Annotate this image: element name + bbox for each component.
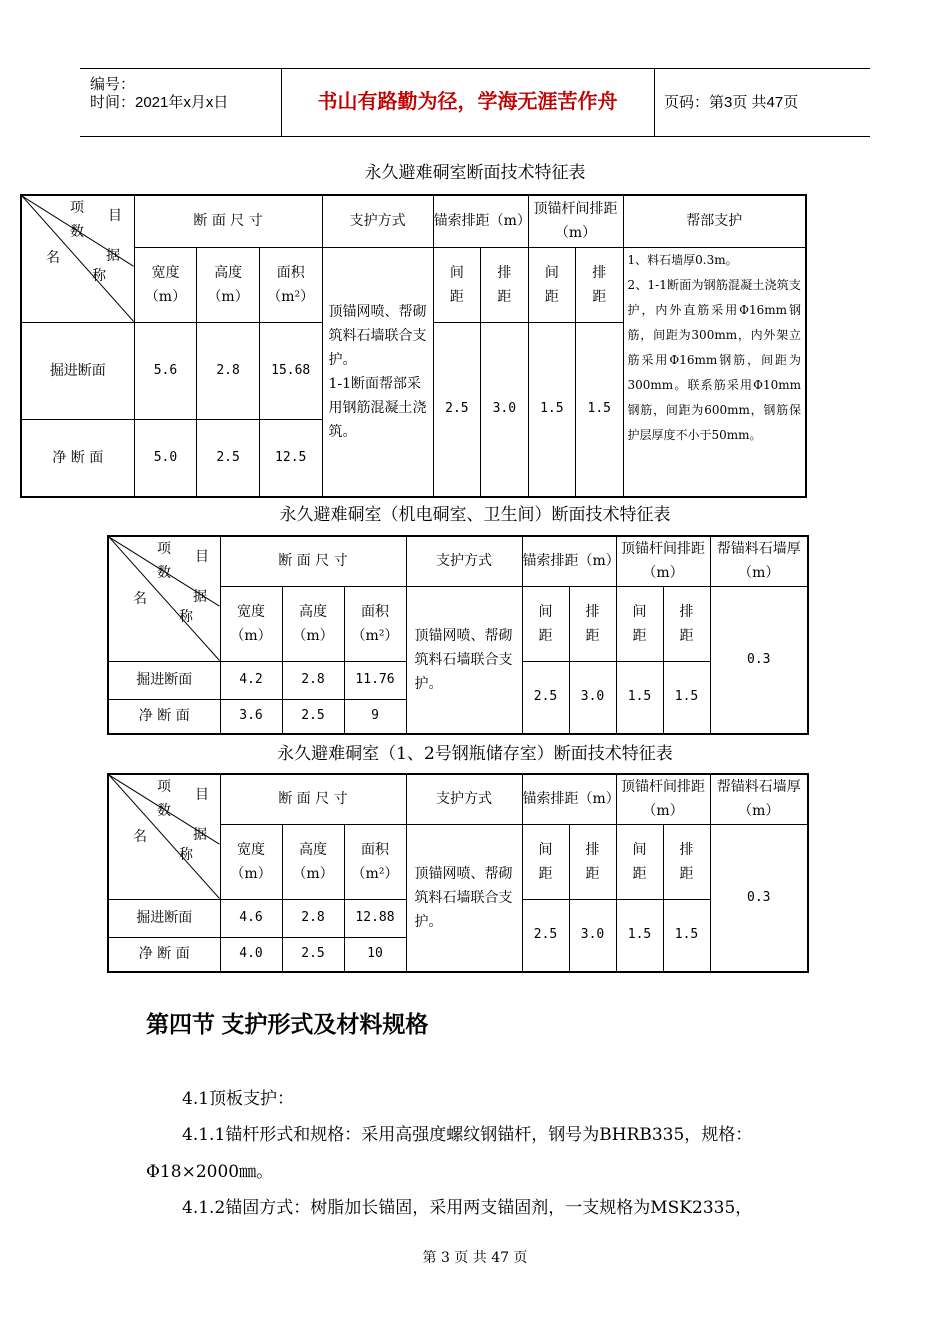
sub-height: 高度（m） (197, 247, 260, 322)
diag-text: 项 (157, 541, 171, 557)
header-bolt: 顶锚杆间排距（m） (616, 536, 710, 586)
row-name: 掘进断面 (108, 661, 220, 699)
row-height: 2.8 (197, 322, 260, 419)
header-left (80, 69, 282, 136)
diag-text: 目 (195, 549, 209, 565)
header-cable: 锚索排距（m） (433, 195, 528, 247)
header-bolt: 顶锚杆间排距（m） (616, 774, 710, 824)
sub-height: 高度（m） (282, 824, 344, 899)
diag-text: 数 (70, 224, 84, 240)
sub-width: 宽度（m） (134, 247, 197, 322)
row-name: 掘进断面 (108, 899, 220, 937)
header-support: 支护方式 (322, 195, 433, 247)
row-width: 4.0 (220, 937, 282, 972)
sub-row-spacing: 排距 (569, 586, 616, 661)
paragraph: 4.1顶板支护： (182, 1089, 295, 1109)
row-width: 4.6 (220, 899, 282, 937)
row-width: 4.2 (220, 661, 282, 699)
row-height: 2.5 (282, 937, 344, 972)
extra-text: 0.3 (710, 586, 808, 734)
diag-text: 项 (157, 779, 171, 795)
cable-row-spacing: 3.0 (569, 899, 616, 972)
row-height: 2.8 (282, 899, 344, 937)
row-width: 5.6 (134, 322, 197, 419)
row-area: 10 (344, 937, 406, 972)
row-name: 净 断 面 (108, 937, 220, 972)
diag-text: 名 (133, 829, 147, 845)
row-area: 11.76 (344, 661, 406, 699)
sub-row-spacing: 排距 (576, 247, 623, 322)
page-label: 页码：第3页 共47页 (664, 94, 799, 111)
sub-area: 面积（m²） (259, 247, 322, 322)
bolt-spacing: 1.5 (528, 322, 575, 497)
header-section: 断 面 尺 寸 (220, 536, 406, 586)
row-name: 净 断 面 (108, 699, 220, 734)
sub-spacing: 间距 (616, 824, 663, 899)
table-title: 永久避难硐室断面技术特征表 (364, 163, 586, 183)
diag-text: 称 (179, 609, 193, 625)
section-heading: 第四节 支护形式及材料规格 (146, 1011, 429, 1037)
diag-text: 数 (157, 803, 171, 819)
support-text: 顶锚网喷、帮砌筑料石墙联合支护。 (406, 586, 522, 734)
row-height: 2.5 (197, 419, 260, 497)
diag-text: 项 (70, 200, 84, 216)
bolt-spacing: 1.5 (616, 661, 663, 734)
diag-text: 据 (106, 248, 120, 264)
diagonal-header (108, 536, 220, 661)
cable-spacing: 2.5 (522, 661, 569, 734)
paragraph: 4.1.1锚杆形式和规格：采用高强度螺纹钢锚杆，钢号为BHRB335，规格： (182, 1125, 753, 1145)
cable-spacing: 2.5 (433, 322, 480, 497)
row-height: 2.8 (282, 661, 344, 699)
diagonal-header (21, 195, 134, 322)
cable-row-spacing: 3.0 (481, 322, 528, 497)
diag-text: 数 (157, 565, 171, 581)
header-cable: 锚索排距（m） (522, 774, 616, 824)
diagonal-header (108, 774, 220, 899)
diag-text: 称 (92, 268, 106, 284)
header-support: 支护方式 (406, 774, 522, 824)
sub-spacing: 间距 (522, 824, 569, 899)
page-header (80, 68, 870, 137)
header-section: 断 面 尺 寸 (134, 195, 322, 247)
spec-table-3 (107, 773, 809, 973)
sub-width: 宽度（m） (220, 586, 282, 661)
cable-row-spacing: 3.0 (569, 661, 616, 734)
sub-row-spacing: 排距 (663, 586, 710, 661)
header-bolt: 顶锚杆间排距（m） (528, 195, 623, 247)
spec-table-2 (107, 535, 809, 735)
sub-width: 宽度（m） (220, 824, 282, 899)
row-height: 2.5 (282, 699, 344, 734)
diag-text: 据 (193, 589, 207, 605)
spec-table-1 (20, 194, 807, 498)
sub-height: 高度（m） (282, 586, 344, 661)
sub-row-spacing: 排距 (663, 824, 710, 899)
bolt-row-spacing: 1.5 (663, 899, 710, 972)
support-text: 顶锚网喷、帮砌筑料石墙联合支护。 (406, 824, 522, 972)
row-area: 12.5 (259, 419, 322, 497)
extra-text: 1、料石墙厚0.3m。 2、1-1断面为钢筋混凝土浇筑支护，内外直筋采用Φ16mm钢筋，间距为300mm，内外架立筋采用Φ16mm钢筋，间距为300mm。联系筋采用Φ10mm钢筋，间距为600mm，钢筋保护层厚度不小于50mm。 (623, 247, 806, 497)
cable-spacing: 2.5 (522, 899, 569, 972)
paragraph: Φ18×2000㎜。 (146, 1162, 274, 1182)
extra-text: 0.3 (710, 824, 808, 972)
sub-area: 面积（m²） (344, 586, 406, 661)
sub-spacing: 间距 (522, 586, 569, 661)
header-support: 支护方式 (406, 536, 522, 586)
support-text: 顶锚网喷、帮砌筑料石墙联合支护。 1-1断面帮部采用钢筋混凝土浇筑。 (322, 247, 433, 497)
bolt-spacing: 1.5 (616, 899, 663, 972)
code-label: 编号： (90, 76, 136, 93)
row-width: 3.6 (220, 699, 282, 734)
sub-row-spacing: 排距 (481, 247, 528, 322)
diag-text: 称 (179, 847, 193, 863)
row-width: 5.0 (134, 419, 197, 497)
diag-text: 名 (133, 591, 147, 607)
sub-area: 面积（m²） (344, 824, 406, 899)
header-extra: 帮部支护 (623, 195, 806, 247)
header-extra: 帮锚料石墙厚（m） (710, 774, 808, 824)
sub-row-spacing: 排距 (569, 824, 616, 899)
paragraph: 4.1.2锚固方式：树脂加长锚固，采用两支锚固剂，一支规格为MSK2335， (182, 1198, 753, 1218)
bolt-row-spacing: 1.5 (576, 322, 623, 497)
row-name: 掘进断面 (21, 322, 134, 419)
table-title: 永久避难硐室（1、2号钢瓶储存室）断面技术特征表 (277, 744, 673, 764)
row-name: 净 断 面 (21, 419, 134, 497)
time-label: 时间：2021年x月x日 (90, 94, 229, 111)
row-area: 12.88 (344, 899, 406, 937)
sub-spacing: 间距 (528, 247, 575, 322)
bolt-row-spacing: 1.5 (663, 661, 710, 734)
sub-spacing: 间距 (616, 586, 663, 661)
diag-text: 名 (46, 250, 60, 266)
header-motto: 书山有路勤为径，学海无涯苦作舟 (281, 69, 655, 136)
row-area: 15.68 (259, 322, 322, 419)
row-area: 9 (344, 699, 406, 734)
diag-text: 据 (193, 827, 207, 843)
diag-text: 目 (195, 787, 209, 803)
diag-text: 目 (108, 208, 122, 224)
header-extra: 帮锚料石墙厚（m） (710, 536, 808, 586)
header-cable: 锚索排距（m） (522, 536, 616, 586)
page-footer: 第 3 页 共 47 页 (422, 1250, 528, 1266)
table-title: 永久避难硐室（机电硐室、卫生间）断面技术特征表 (279, 505, 671, 525)
sub-spacing: 间距 (433, 247, 480, 322)
header-section: 断 面 尺 寸 (220, 774, 406, 824)
